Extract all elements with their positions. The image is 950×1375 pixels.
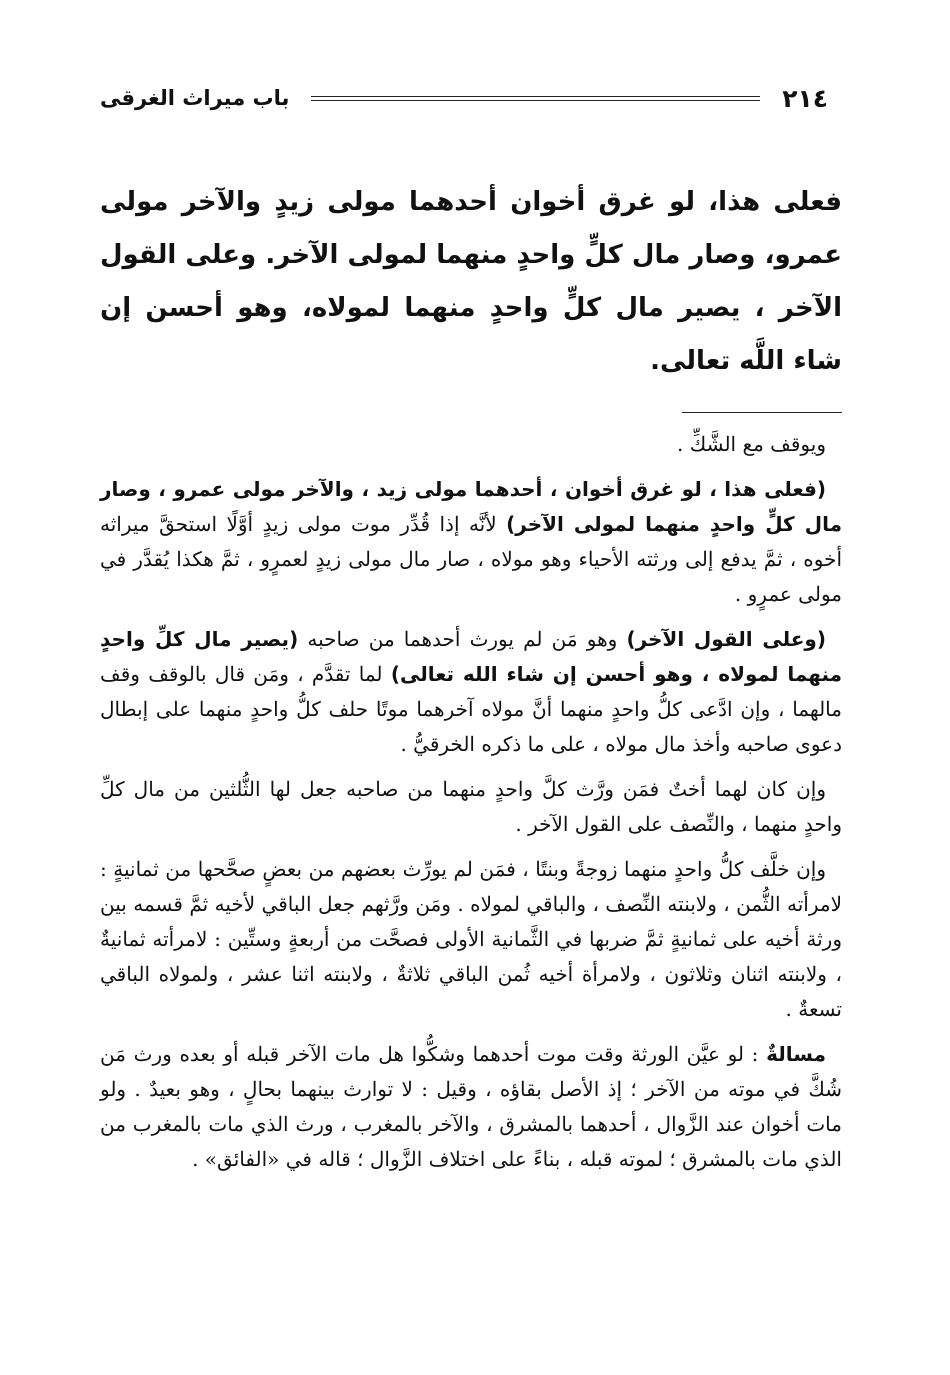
commentary-paragraph-3: [100, 622, 842, 762]
commentary-paragraph-2: [100, 472, 842, 612]
quoted-matn: (وعلى القول الآخر): [626, 627, 826, 651]
commentary: [100, 427, 842, 1177]
quoted-matn: (يصير مال كلِّ واحدٍ منهما لمولاه ، وهو أحسن إن شاء الله تعالى): [100, 627, 843, 686]
issue-label: مسالةٌ: [766, 1042, 826, 1066]
commentary-paragraph-5: وإن خلَّف كلُّ واحدٍ منهما زوجةً وبنتًا ، فمَن لم يورِّث بعضهم من بعضٍ صحَّحها من ثمانيةٍ : لامرأته الثُّمن ، ولابنته النِّصف ، والباقي لمولاه . ومَن ورَّثهم جعل الباقي لأخيه ثمَّ قسمه بين ورثة أخيه على ثمانيةٍ ثمَّ ضربها في الثَّمانية الأولى فصحَّت من أربعةٍ وستِّين : لامرأته ثمانيةٌ ، ولابنته اثنان وثلاثون ، ولامرأة أخيه ثُمن الباقي ثلاثةٌ ، ولابنته اثنا عشر ، ولمولاه الباقي تسعةٌ .: [100, 857, 842, 1021]
matn-text: فعلى هذا، لو غرق أخوان أحدهما مولى زيدٍ والآخر مولى عمرو، وصار مال كلٍّ واحدٍ منهما لمولى الآخر. وعلى القول الآخر ، يصير مال كلٍّ واحدٍ منهما لمولاه، وهو أحسن إن شاء اللَّه تعالى.: [100, 187, 842, 376]
commentary-text: وهو مَن لم يورث أحدهما من صاحبه: [298, 627, 627, 651]
running-title: باب ميراث الغرقى: [100, 86, 290, 110]
commentary-text: : لو عيَّن الورثة وقت موت أحدهما وشكُّوا هل مات الآخر قبله أو بعده ورث مَن شُكَّ في موته من الآخر ؛ إذ الأصل بقاؤه ، وقيل : لا توارث بينهما بحالٍ ، وهو بعيدٌ . ولو مات أخوان عند الزَّوال ، أحدهما بالمشرق ، والآخر بالمغرب ، ورث الذي مات بالمغرب من الذي مات بالمشرق ؛ لموته قبله ، بناءً على اختلاف الزَّوال ؛ قاله في «الفائق» .: [100, 1042, 842, 1171]
commentary-text: لأنَّه إذا قُدِّر موت مولى زيدٍ أوَّلًا استحقَّ ميراثه أخوه ، ثمَّ يدفع إلى ورثته الأحياء وهو مولاه ، صار مال مولى زيدٍ لعمرٍو ، ثمَّ هكذا يُقدَّر في مولى عمرٍو .: [100, 512, 843, 606]
commentary-paragraph-4: وإن كان لهما أختٌ فمَن ورَّث كلَّ واحدٍ منهما من صاحبه جعل لها الثُّلثين من مال كلِّ واحدٍ منهما ، والنِّصف على القول الآخر .: [100, 777, 842, 836]
page-number: ٢١٤: [782, 83, 828, 113]
commentary-paragraph-6: [100, 1037, 842, 1177]
page-header: [100, 78, 842, 118]
section-separator: [682, 412, 842, 413]
quoted-matn: (فعلى هذا ، لو غرق أخوان ، أحدهما مولى زيد ، والآخر مولى عمرو ، وصار مال كلٍّ واحدٍ منهما لمولى الآخر): [100, 477, 842, 536]
commentary-text: لما تقدَّم ، ومَن قال بالوقف وقف مالهما ، وإن ادَّعى كلُّ واحدٍ منهما أنَّ مولاه آخرهما موتًا حلف كلُّ واحدٍ منهما على إبطال دعوى صاحبه وأخذ مال مولاه ، على ما ذكره الخرقيُّ .: [100, 662, 842, 756]
commentary-paragraph-1: ويوقف مع الشَّكِّ .: [677, 432, 826, 456]
book-page: [100, 78, 842, 1177]
header-rule: [311, 96, 760, 101]
